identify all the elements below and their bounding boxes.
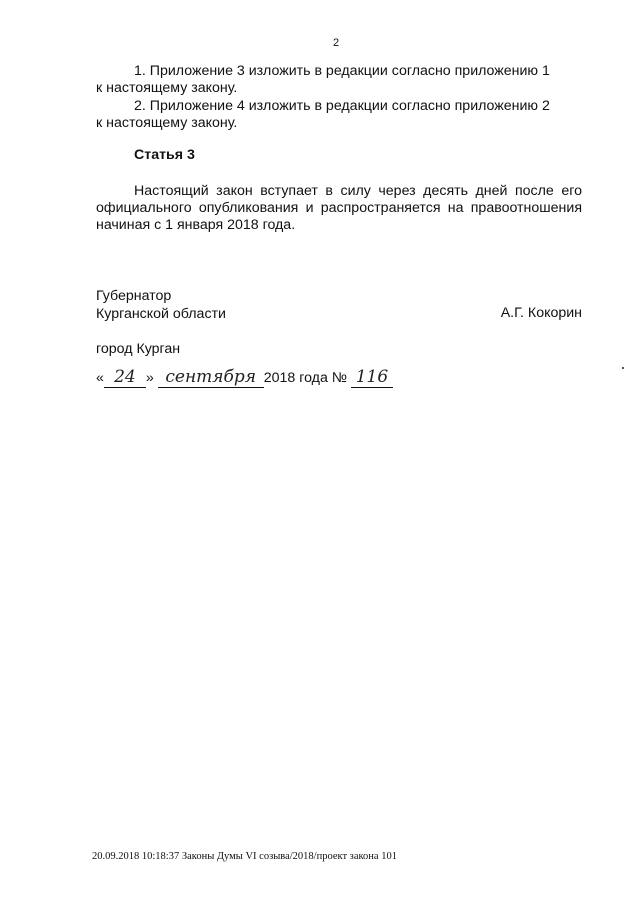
page-number: 2 [333,37,340,49]
date-day: 24 [114,367,136,387]
list-item-2-text: 2. Приложение 4 изложить в редакции согласно приложению 2 [134,98,550,114]
article-heading: Статья 3 [134,147,195,163]
footer: 20.09.2018 10:18:37 Законы Думы VI созыва/2018/проект закона 101 [92,851,397,862]
date-year-text: 2018 года № [263,370,348,386]
date-number-blank [351,368,393,388]
signature-name: А.Г. Кокорин [500,305,582,321]
date-line [96,368,393,394]
date-day-blank [104,368,146,388]
date-number: 116 [355,367,389,387]
list-item-1-continuation: к настоящему закону. [96,80,238,96]
list-item-2 [96,98,582,132]
signature-title-line2: Курганской области [96,306,226,322]
date-month: сентября [165,367,257,387]
article-body: Настоящий закон вступает в силу через десять дней после его официального опубликования и распространяется на правоотношения начиная с 1 января 2018 года. [96,183,582,233]
list-item-1 [96,63,582,97]
date-month-blank [158,368,264,388]
signature-title-line1: Губернатор [96,288,172,304]
scan-speck [622,367,624,369]
date-close-quote: » [145,370,154,386]
date-open-quote: « [96,370,104,386]
list-item-2-continuation: к настоящему закону. [96,115,238,131]
city: город Курган [96,341,181,357]
list-item-1-text: 1. Приложение 3 изложить в редакции согласно приложению 1 [134,63,550,79]
signature-title [96,287,226,323]
